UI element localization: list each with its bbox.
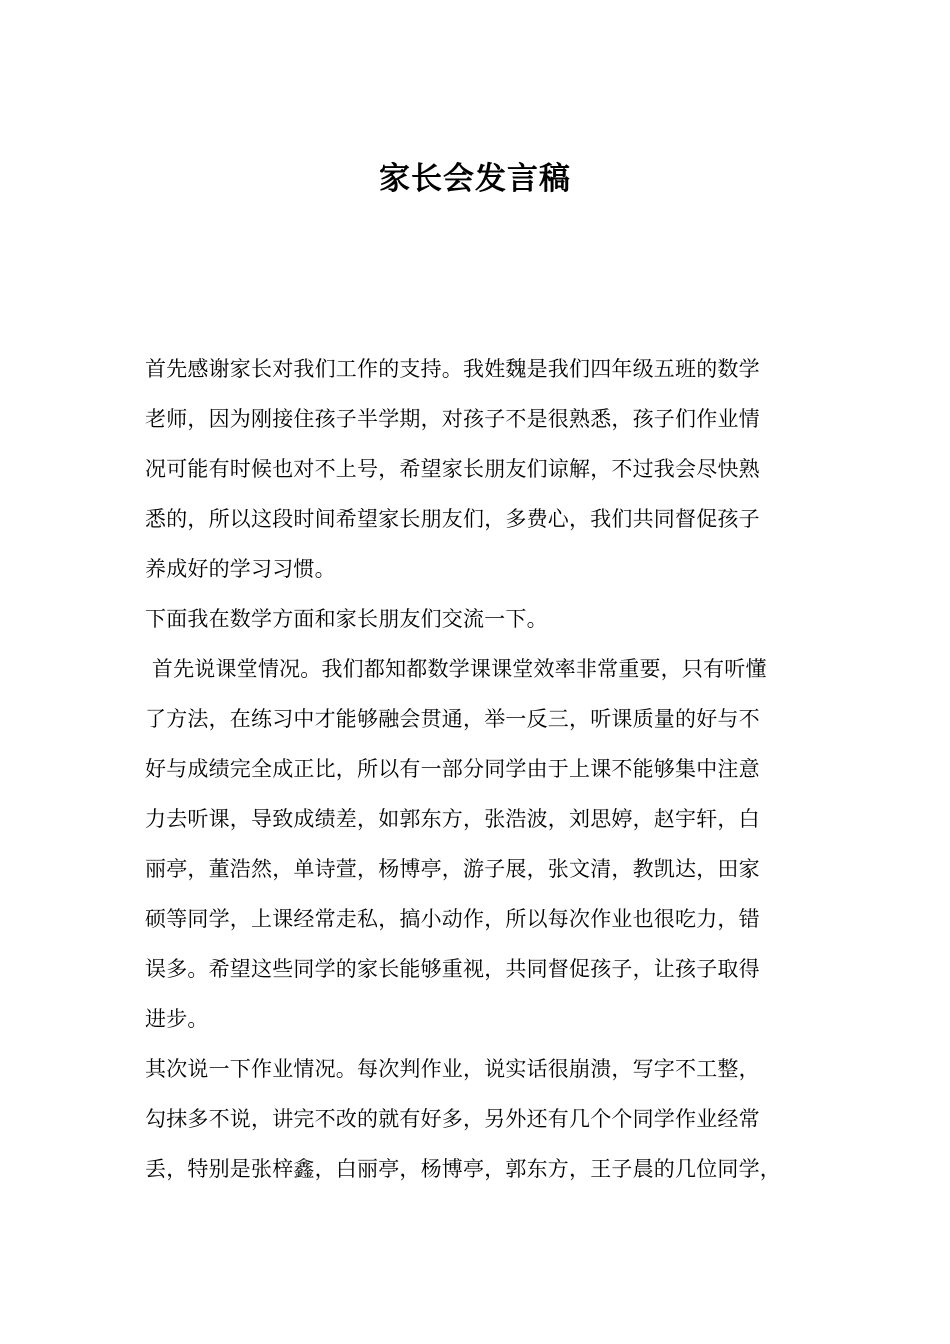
text-line: 悉的，所以这段时间希望家长朋友们，多费心，我们共同督促孩子 <box>145 507 760 531</box>
text-line: 首先感谢家长对我们工作的支持。我姓魏是我们四年级五班的数学 <box>145 357 760 381</box>
text-line: 其次说一下作业情况。每次判作业，说实话很崩溃，写字不工整， <box>145 1057 760 1081</box>
paragraph-transition <box>145 594 835 644</box>
text-line: 误多。希望这些同学的家长能够重视，共同督促孩子，让孩子取得 <box>145 957 760 981</box>
text-line: 力去听课，导致成绩差，如郭东方，张浩波，刘思婷，赵宇轩，白 <box>145 807 760 831</box>
text-line: 丢，特别是张梓鑫，白丽亭，杨博亭，郭东方，王子晨的几位同学， <box>145 1157 781 1181</box>
paragraph-intro <box>145 344 835 594</box>
text-line: 老师，因为刚接住孩子半学期，对孩子不是很熟悉，孩子们作业情 <box>145 407 760 431</box>
paragraph-classroom <box>145 644 835 1044</box>
document-body <box>145 344 835 1194</box>
text-line: 养成好的学习习惯。 <box>145 557 336 581</box>
text-line: 好与成绩完全成正比，所以有一部分同学由于上课不能够集中注意 <box>145 757 760 781</box>
text-line: 下面我在数学方面和家长朋友们交流一下。 <box>145 607 548 631</box>
text-line: 况可能有时候也对不上号，希望家长朋友们谅解，不过我会尽快熟 <box>145 457 760 481</box>
text-line: 了方法，在练习中才能够融会贯通，举一反三，听课质量的好与不 <box>145 707 760 731</box>
text-line: 硕等同学，上课经常走私，搞小动作，所以每次作业也很吃力，错 <box>145 907 760 931</box>
text-line: 丽亭，董浩然，单诗萱，杨博亭，游子展，张文清，教凯达，田家 <box>145 857 760 881</box>
paragraph-homework <box>145 1044 835 1194</box>
text-line: 首先说课堂情况。我们都知都数学课课堂效率非常重要，只有听懂 <box>145 657 767 681</box>
text-line: 勾抹多不说，讲完不改的就有好多，另外还有几个个同学作业经常 <box>145 1107 760 1131</box>
document-title: 家长会发言稿 <box>379 161 571 197</box>
text-line: 进步。 <box>145 1007 209 1031</box>
